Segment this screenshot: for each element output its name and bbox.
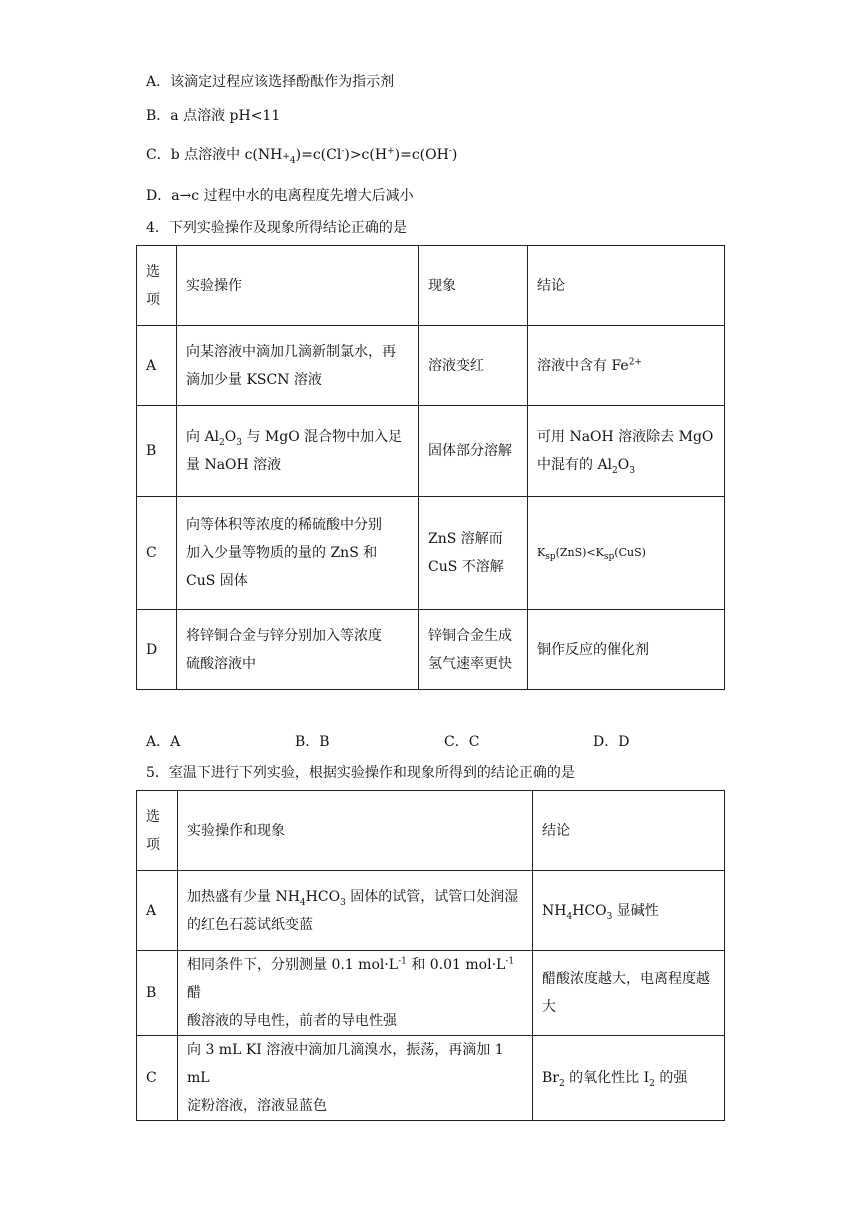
q5-table <box>136 790 725 1121</box>
header-conclusion: 结论 <box>533 791 725 871</box>
row-operation: 加热盛有少量 $NH_4HCO_3$ 固体的试管，试管口处润湿 的红色石蕊试纸变蓝 <box>178 871 533 951</box>
row-operation: 相同条件下，分别测量 0.1 $mol\cdot L^{-1}$ 和 0.01 $mol\cdot L^{-1}$ 醋 酸溶液的导电性，前者的导电性强 <box>178 951 533 1036</box>
row-option: B <box>137 406 177 497</box>
table-row <box>137 871 725 951</box>
row-conclusion: 可用 NaOH 溶液除去 MgO 中混有的 $Al_2O_3$ <box>528 406 725 497</box>
table-header-row <box>137 246 725 326</box>
answer-option-b: B．B <box>295 734 330 750</box>
header-conclusion: 结论 <box>528 246 725 326</box>
q3-option-b: B．a 点溶液 pH<11 <box>146 108 281 124</box>
q3-option-d: D．a→c 过程中水的电离程度先增大后减小 <box>146 188 414 204</box>
q3-option-a: A．该滴定过程应该选择酚酞作为指示剂 <box>146 74 395 90</box>
table-row <box>137 951 725 1036</box>
row-phenomenon: 溶液变红 <box>419 326 528 406</box>
row-conclusion: 溶液中含有 $Fe^{2+}$ <box>528 326 725 406</box>
table-header-row <box>137 791 725 871</box>
q3-option-c: C．b 点溶液中 $c(NH_{^+4})=c(Cl^-)>c(H^+)=c(OH^-)$ <box>146 146 458 166</box>
row-operation: 向 $Al_2O_3$ 与 MgO 混合物中加入足 量 NaOH 溶液 <box>177 406 419 497</box>
q4-answer-options <box>146 731 746 751</box>
row-option: C <box>137 1036 178 1121</box>
table-row <box>137 610 725 690</box>
row-option: B <box>137 951 178 1036</box>
row-option: D <box>137 610 177 690</box>
table-row <box>137 1036 725 1121</box>
table-row <box>137 326 725 406</box>
row-phenomenon: ZnS 溶解而 CuS 不溶解 <box>419 497 528 610</box>
row-option: C <box>137 497 177 610</box>
answer-option-c: C．C <box>444 734 480 750</box>
row-option: A <box>137 871 178 951</box>
header-operation-phenomenon: 实验操作和现象 <box>178 791 533 871</box>
answer-option-a: A．A <box>146 734 181 750</box>
header-operation: 实验操作 <box>177 246 419 326</box>
answer-option-d: D．D <box>593 734 630 750</box>
row-operation: 向某溶液中滴加几滴新制氯水，再 滴加少量 KSCN 溶液 <box>177 326 419 406</box>
row-conclusion: $Br_2$ 的氧化性比 $I_2$ 的强 <box>533 1036 725 1121</box>
row-conclusion: 铜作反应的催化剂 <box>528 610 725 690</box>
row-phenomenon: 锌铜合金生成 氢气速率更快 <box>419 610 528 690</box>
row-operation: 将锌铜合金与锌分别加入等浓度 硫酸溶液中 <box>177 610 419 690</box>
row-conclusion: $K_{sp}(ZnS)<K_{sp}(CuS)$ <box>528 497 725 610</box>
q4-stem: 4．下列实验操作及现象所得结论正确的是 <box>146 220 407 236</box>
table-row <box>137 406 725 497</box>
table-row <box>137 497 725 610</box>
row-phenomenon: 固体部分溶解 <box>419 406 528 497</box>
row-conclusion: 醋酸浓度越大，电离程度越 大 <box>533 951 725 1036</box>
header-option: 选 项 <box>137 246 177 326</box>
q4-table <box>136 245 725 690</box>
q5-stem: 5．室温下进行下列实验，根据实验操作和现象所得到的结论正确的是 <box>146 765 575 781</box>
row-conclusion: $NH_4HCO_3$ 显碱性 <box>533 871 725 951</box>
header-option: 选 项 <box>137 791 178 871</box>
header-phenomenon: 现象 <box>419 246 528 326</box>
row-option: A <box>137 326 177 406</box>
row-operation: 向等体积等浓度的稀硫酸中分别 加入少量等物质的量的 ZnS 和 CuS 固体 <box>177 497 419 610</box>
row-operation: 向 3 mL KI 溶液中滴加几滴溴水，振荡，再滴加 1 mL 淀粉溶液，溶液显蓝色 <box>178 1036 533 1121</box>
